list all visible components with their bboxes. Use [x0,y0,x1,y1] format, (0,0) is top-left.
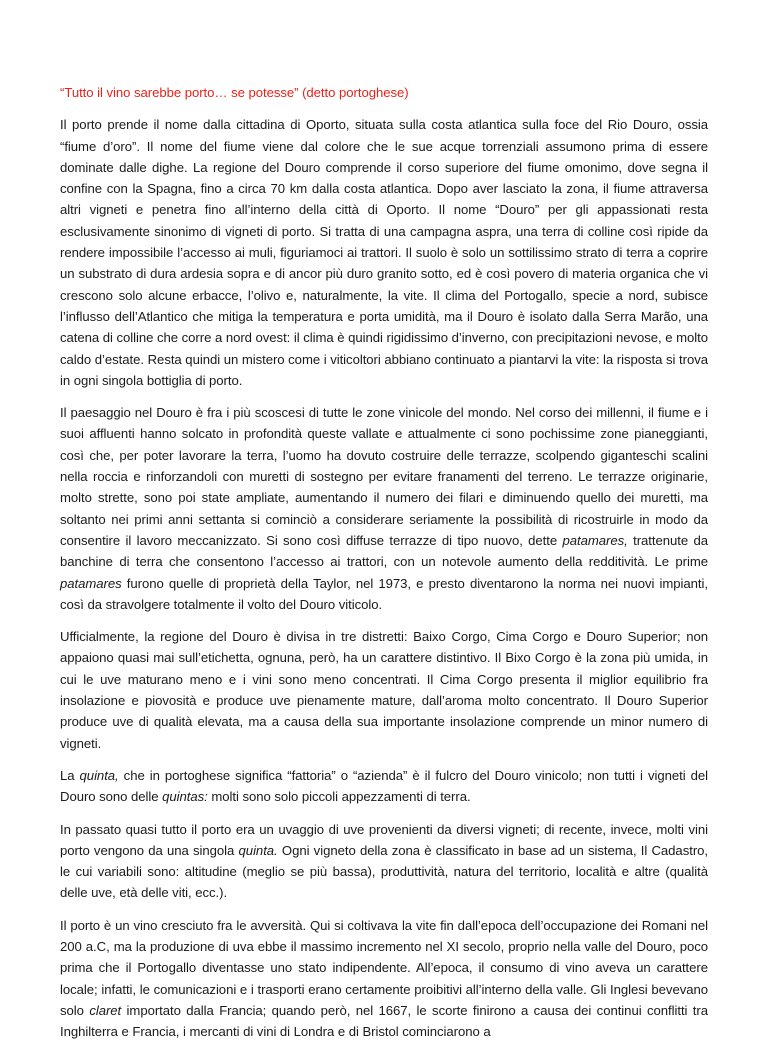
text-run: che in portoghese significa “fattoria” o “azienda” è il fulcro del Douro vinicolo; non tutti i vigneti del Douro sono delle [60,767,708,805]
body-paragraph [60,765,708,808]
text-run: molti sono solo piccoli appezzamenti di terra. [207,789,471,805]
text-run: Ufficialmente, la regione del Douro è divisa in tre distretti: Baixo Corgo, Cima Corgo e Douro Superior; non appaiono quasi mai sull’etichetta, ognuna, però, ha un carattere distintivo. Il Bixo Corgo è la zona più umida, in cui le uve maturano meno e i vini sono meno concentrati. Il Cima Corgo presenta il miglior equilibrio fra insolazione e piovosità e produce uve pienamente mature, dall’aroma molto concentrato. Il Douro Superior produce uve di qualità elevata, ma a causa della sua importante insolazione comprende un minor numero di vigneti. [60,629,708,751]
text-run: La [60,767,80,783]
italic-term: quintas: [162,789,208,805]
text-run: Il porto è un vino cresciuto fra le avversità. Qui si coltivava la vite fin dall’epoca dell’occupazione dei Romani nel 200 a.C, ma la produzione di uva ebbe il massimo incremento nel XI secolo, proprio nella valle del Douro, poco prima che il Portogallo diventasse uno stato indipendente. All’epoca, il consumo di vino aveva un carattere locale; infatti, le comunicazioni e i trasporti erano certamente proibitivi all’interno della valle. Gli Inglesi bevevano solo [60,917,708,1018]
italic-term: patamares [60,575,122,591]
text-run: furono quelle di proprietà della Taylor, nel 1973, e presto diventarono la norma nei nuovi impianti, così da stravolgere totalmente il volto del Douro viticolo. [60,575,708,612]
body-paragraph [60,402,708,615]
text-run: importato dalla Francia; quando però, nel 1667, le scorte finirono a causa dei continui conflitti tra Inghilterra e Francia, i mercanti di vini di Londra e di Bristol cominciarono a [60,1002,708,1040]
text-run: Il porto prende il nome dalla cittadina di Oporto, situata sulla costa atlantica sulla foce del Rio Douro, ossia “fiume d’oro”. Il nome del fiume viene dal colore che le sue acque torrenziali assumono prima di essere dominate dalle dighe. La regione del Douro comprende il corso superiore del fiume omonimo, dove segna il confine con la Spagna, fino a circa 70 km dalla costa atlantica. Dopo aver lasciato la zona, il fiume attraversa altri vigneti e penetra fino all’interno della città di Oporto. Il nome “Douro” per gli appassionati resta esclusivamente sinonimo di vigneti di porto. Si tratta di una campagna aspra, una terra di colline così ripide da rendere impossibile l’accesso ai muli, figuriamoci ai trattori. Il suolo è solo un sottilissimo strato di terra a coprire un substrato di dura ardesia sopra e di ancor più duro granito sotto, ed è così povero di materia organica che vi crescono solo alcune erbacce, l’olivo e, naturalmente, la vite. Il clima del Portogallo, specie a nord, subisce l’influsso dell’Atlantico che mitiga la temperatura e porta umidità, ma il Douro è isolato dalla Serra Marão, una catena di colline che corre a nord ovest: il clima è quindi rigidissimo d’inverno, con precipitazioni nevose, e molto caldo d’estate. Resta quindi un mistero come i viticoltori abbiano continuato a piantarvi la vite: la risposta si trova in ogni singola bottiglia di porto. [60,117,708,388]
italic-term: quinta, [79,767,119,783]
text-run: Il paesaggio nel Douro è fra i più scoscesi di tutte le zone vinicole del mondo. Nel corso dei millenni, il fiume e i suoi affluenti hanno solcato in profondità queste vallate e attualmente ci sono pochissime zone pianeggianti, così che, per poter lavorare la terra, l’uomo ha dovuto costruire delle terrazze, scolpendo giganteschi scalini nella roccia e rinforzandoli con muretti di sostegno per evitare franamenti del terreno. Le terrazze originarie, molto strette, sono poi state ampliate, aumentando il numero dei filari e diminuendo quello dei muretti, ma soltanto nei primi anni settanta si cominciò a considerare seriamente la possibilità di ricostruirle in modo da consentire il lavoro meccanizzato. Si sono così diffuse terrazze di tipo nuovo, dette [60,405,708,548]
quote-heading: “Tutto il vino sarebbe porto… se potesse” (detto portoghese) [60,85,409,100]
body-paragraph [60,626,708,754]
italic-term: patamares, [562,532,628,548]
text-run: trattenute da banchine di terra che consentono l’accesso ai trattori, con un notevole aumento della redditività. Le prime [60,532,708,570]
italic-term: claret [89,1002,122,1018]
italic-term: quinta. [238,842,278,858]
text-run: In passato quasi tutto il porto era un uvaggio di uve provenienti da diversi vigneti; di recente, invece, molti vini porto vengono da una singola [60,821,708,858]
body-paragraph [60,819,708,904]
body-text [60,114,708,1042]
body-paragraph [60,114,708,391]
text-run: Ogni vigneto della zona è classificato in base ad un sistema, Il Cadastro, le cui variabili sono: altitudine (meglio se più bassa), produttività, natura del territorio, località e altre (qualità delle uve, età delle viti, ecc.). [60,842,709,901]
body-paragraph [60,915,708,1042]
